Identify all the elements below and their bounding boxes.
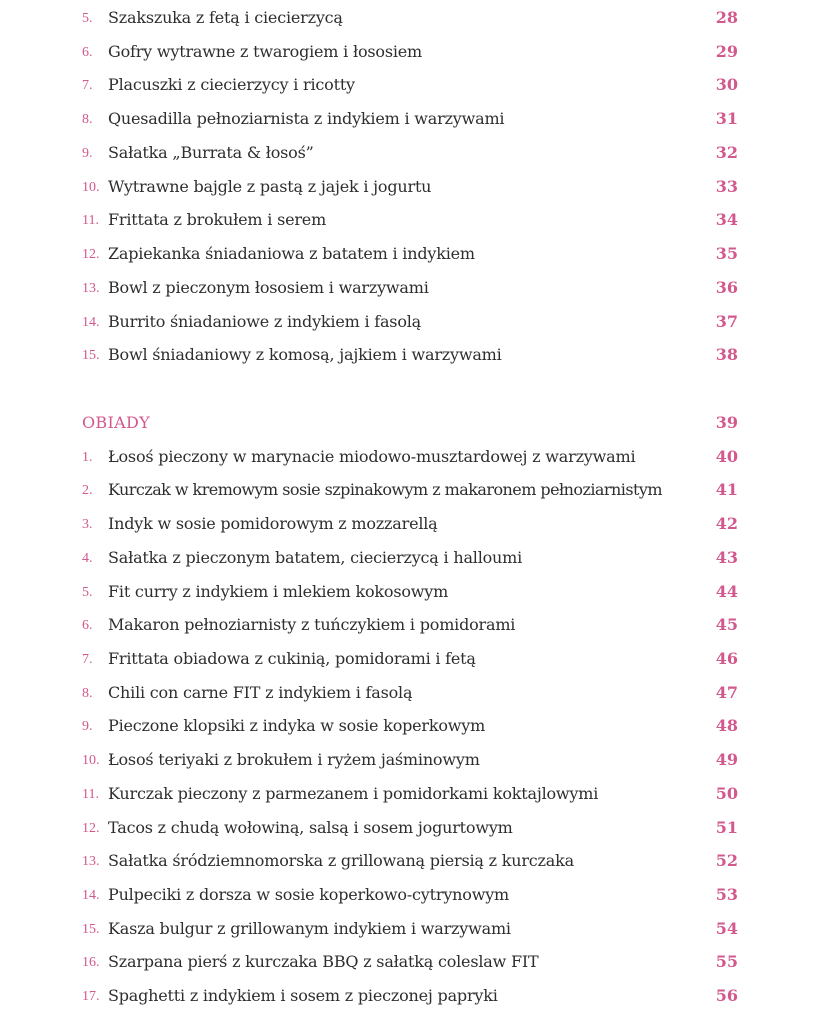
- entry-title: Pieczone klopsiki z indyka w sosie koperkowym: [108, 716, 486, 735]
- entry-title: Burrito śniadaniowe z indykiem i fasolą: [108, 312, 422, 331]
- entry-number: 11.: [82, 787, 99, 802]
- entry-title: Tacos z chudą wołowiną, salsą i sosem jogurtowym: [108, 818, 513, 837]
- entry-number: 16.: [82, 955, 100, 970]
- entry-title: Spaghetti z indykiem i sosem z pieczonej papryki: [108, 986, 498, 1005]
- entry-title: Quesadilla pełnoziarnista z indykiem i warzywami: [108, 109, 505, 128]
- toc-entry[interactable]: [82, 711, 738, 741]
- toc-entry[interactable]: [82, 509, 738, 539]
- entry-title: Bowl z pieczonym łososiem i warzywami: [108, 278, 429, 297]
- entry-page: 53: [715, 885, 738, 904]
- entry-number: 14.: [82, 888, 100, 903]
- entry-page: 29: [715, 42, 738, 61]
- entry-page: 31: [715, 109, 738, 128]
- entry-page: 37: [715, 312, 738, 331]
- entry-title: Sałatka śródziemnomorska z grillowaną piersią z kurczaka: [108, 851, 574, 870]
- entry-page: 54: [715, 919, 738, 938]
- entry-page: 48: [715, 716, 738, 735]
- toc-entry[interactable]: [82, 543, 738, 573]
- toc-entry[interactable]: [82, 577, 738, 607]
- entry-page: 35: [715, 244, 738, 263]
- entry-page: 51: [715, 818, 738, 837]
- entry-title: Placuszki z ciecierzycy i ricotty: [108, 75, 355, 94]
- toc-entry[interactable]: [82, 37, 738, 67]
- entry-page: 36: [715, 278, 738, 297]
- entry-number: 5.: [82, 11, 93, 26]
- entry-title: Frittata obiadowa z cukinią, pomidorami i fetą: [108, 649, 476, 668]
- entry-page: 52: [715, 851, 738, 870]
- toc-entry[interactable]: [82, 947, 738, 977]
- entry-title: Frittata z brokułem i serem: [108, 210, 327, 229]
- entry-number: 5.: [82, 585, 93, 600]
- entry-page: 28: [715, 8, 738, 27]
- toc-entry[interactable]: [82, 610, 738, 640]
- toc-entry[interactable]: [82, 442, 738, 472]
- entry-title: Kurczak w kremowym sosie szpinakowym z makaronem pełnoziarnistym: [108, 480, 662, 499]
- entry-number: 11.: [82, 213, 99, 228]
- entry-number: 8.: [82, 112, 93, 127]
- entry-number: 9.: [82, 719, 93, 734]
- toc-entry[interactable]: [82, 981, 738, 1011]
- entry-number: 13.: [82, 854, 100, 869]
- entry-title: Szakszuka z fetą i ciecierzycą: [108, 8, 343, 27]
- entry-title: Szarpana pierś z kurczaka BBQ z sałatką coleslaw FIT: [108, 952, 539, 971]
- toc-entry[interactable]: [82, 3, 738, 33]
- entry-number: 15.: [82, 348, 100, 363]
- toc-entry[interactable]: [82, 644, 738, 674]
- toc-entry[interactable]: [82, 914, 738, 944]
- toc-entry[interactable]: [82, 340, 738, 370]
- entry-number: 8.: [82, 686, 93, 701]
- entry-title: Łosoś pieczony w marynacie miodowo-musztardowej z warzywami: [108, 447, 636, 466]
- entry-title: Sałatka „Burrata & łosoś”: [108, 143, 314, 162]
- entry-number: 15.: [82, 922, 100, 937]
- entry-title: Bowl śniadaniowy z komosą, jajkiem i warzywami: [108, 345, 502, 364]
- toc-entry[interactable]: [82, 273, 738, 303]
- entry-page: 40: [715, 447, 738, 466]
- entry-page: 38: [715, 345, 738, 364]
- entry-page: 42: [715, 514, 738, 533]
- entry-number: 12.: [82, 247, 100, 262]
- entry-number: 6.: [82, 618, 93, 633]
- toc-entry[interactable]: [82, 239, 738, 269]
- entry-number: 6.: [82, 45, 93, 60]
- toc-entry[interactable]: [82, 307, 738, 337]
- entry-page: 30: [715, 75, 738, 94]
- entry-page: 34: [715, 210, 738, 229]
- entry-title: Kasza bulgur z grillowanym indykiem i warzywami: [108, 919, 511, 938]
- entry-number: 7.: [82, 78, 93, 93]
- toc-entry[interactable]: [82, 138, 738, 168]
- entry-number: 9.: [82, 146, 93, 161]
- section-heading-obiady[interactable]: [82, 408, 738, 438]
- toc-entry[interactable]: [82, 745, 738, 775]
- entry-title: Indyk w sosie pomidorowym z mozzarellą: [108, 514, 438, 533]
- entry-page: 46: [715, 649, 738, 668]
- toc-entry[interactable]: [82, 104, 738, 134]
- entry-number: 14.: [82, 315, 100, 330]
- entry-page: 56: [715, 986, 738, 1005]
- entry-page: 55: [715, 952, 738, 971]
- entry-title: Gofry wytrawne z twarogiem i łososiem: [108, 42, 422, 61]
- entry-title: Wytrawne bajgle z pastą z jajek i jogurtu: [108, 177, 432, 196]
- entry-page: 45: [715, 615, 738, 634]
- toc-entry[interactable]: [82, 880, 738, 910]
- entry-number: 10.: [82, 753, 100, 768]
- entry-page: 47: [715, 683, 738, 702]
- entry-title: Kurczak pieczony z parmezanem i pomidorkami koktajlowymi: [108, 784, 599, 803]
- entry-page: 44: [715, 582, 738, 601]
- entry-number: 4.: [82, 551, 93, 566]
- toc-entry[interactable]: [82, 779, 738, 809]
- section-title: OBIADY: [82, 413, 150, 432]
- entry-page: 41: [715, 480, 738, 499]
- entry-page: 50: [715, 784, 738, 803]
- entry-number: 7.: [82, 652, 93, 667]
- entry-title: Makaron pełnoziarnisty z tuńczykiem i pomidorami: [108, 615, 516, 634]
- entry-number: 17.: [82, 989, 100, 1004]
- entry-number: 12.: [82, 821, 100, 836]
- toc-entry[interactable]: [82, 813, 738, 843]
- entry-title: Sałatka z pieczonym batatem, ciecierzycą i halloumi: [108, 548, 523, 567]
- entry-page: 32: [715, 143, 738, 162]
- entry-number: 13.: [82, 281, 100, 296]
- entry-number: 2.: [82, 483, 93, 498]
- entry-title: Zapiekanka śniadaniowa z batatem i indykiem: [108, 244, 475, 263]
- entry-page: 49: [715, 750, 738, 769]
- toc-entry[interactable]: [82, 172, 738, 202]
- entry-page: 43: [715, 548, 738, 567]
- entry-number: 3.: [82, 517, 93, 532]
- toc-entry[interactable]: [82, 678, 738, 708]
- entry-title: Pulpeciki z dorsza w sosie koperkowo-cytrynowym: [108, 885, 509, 904]
- entry-page: 33: [715, 177, 738, 196]
- entry-title: Fit curry z indykiem i mlekiem kokosowym: [108, 582, 449, 601]
- toc-entry[interactable]: [82, 475, 738, 505]
- section-page: 39: [715, 413, 738, 432]
- toc-entry[interactable]: [82, 846, 738, 876]
- toc-entry[interactable]: [82, 205, 738, 235]
- entry-number: 10.: [82, 180, 100, 195]
- entry-title: Chili con carne FIT z indykiem i fasolą: [108, 683, 413, 702]
- toc-entry[interactable]: [82, 70, 738, 100]
- entry-number: 1.: [82, 450, 93, 465]
- entry-title: Łosoś teriyaki z brokułem i ryżem jaśminowym: [108, 750, 480, 769]
